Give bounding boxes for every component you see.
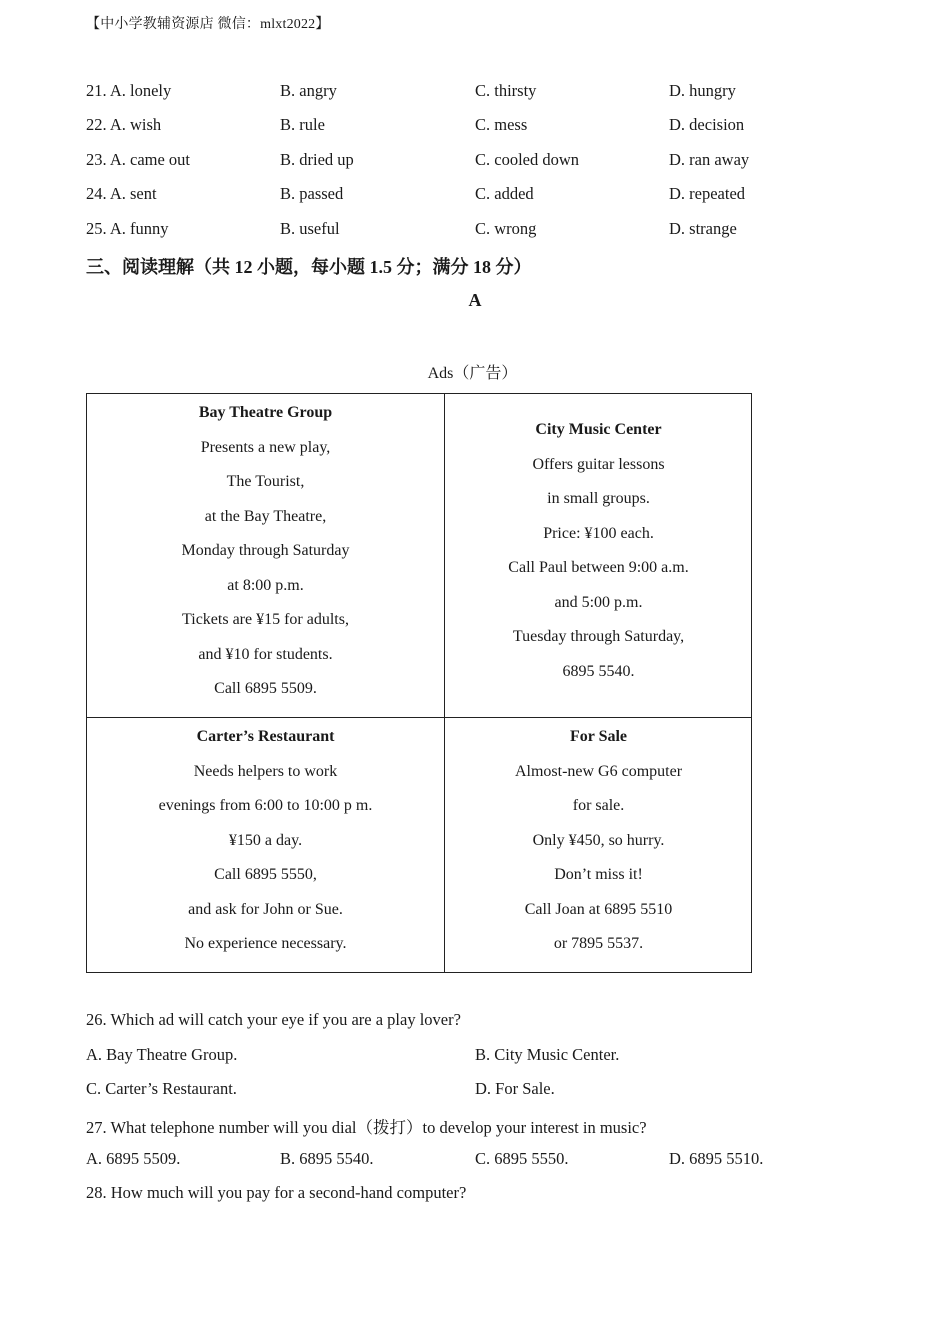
option-23-d: D. ran away (669, 150, 750, 169)
ad-line: Needs helpers to work (193, 762, 338, 780)
answer-27-a: A. 6895 5509. (86, 1149, 181, 1168)
option-22-d: D. decision (669, 115, 745, 134)
option-21-b: B. angry (280, 81, 337, 100)
ad-line: Only ¥450, so hurry. (532, 831, 665, 849)
option-21-c: C. thirsty (475, 81, 537, 100)
answer-26-b: B. City Music Center. (475, 1045, 620, 1064)
section-heading: 三、阅读理解（共 12 小题，每小题 1.5 分；满分 18 分） (86, 257, 532, 277)
option-24-b: B. passed (280, 184, 344, 203)
table-horizontal-divider (87, 717, 751, 718)
option-row-25 (86, 219, 866, 243)
answer-26-c: C. Carter’s Restaurant. (86, 1079, 237, 1098)
ad-line: Monday through Saturday (181, 542, 350, 559)
option-21-a: 21. A. lonely (86, 81, 172, 100)
ads-title: Ads（广告） (427, 365, 518, 382)
option-row-23 (86, 150, 866, 174)
option-25-b: B. useful (280, 219, 340, 238)
ad-line: or 7895 5537. (553, 935, 644, 952)
ad-line: at the Bay Theatre, (204, 507, 327, 525)
option-24-c: C. added (475, 184, 534, 203)
question-27: 27. What telephone number will you dial（拨打）to develop your interest in music? (86, 1118, 647, 1137)
ad-line: The Tourist, (226, 473, 305, 490)
ad-line: Call 6895 5509. (214, 680, 317, 697)
ad-line: evenings from 6:00 to 10:00 p m. (158, 797, 373, 814)
answer-26-d: D. For Sale. (475, 1079, 555, 1098)
option-25-d: D. strange (669, 219, 737, 238)
option-row-21 (86, 81, 866, 105)
ad-title: For Sale (569, 728, 628, 745)
ad-line: at 8:00 p.m. (227, 576, 304, 594)
ad-carters-restaurant (87, 720, 444, 962)
option-21-d: D. hungry (669, 81, 736, 100)
option-row-22 (86, 115, 866, 139)
question-28: 28. How much will you pay for a second-hand computer? (86, 1183, 467, 1202)
ad-line: 6895 5540. (562, 662, 635, 680)
ad-line: and ¥10 for students. (198, 645, 333, 663)
ad-line: Price: ¥100 each. (543, 524, 654, 542)
ad-line: and ask for John or Sue. (188, 900, 343, 918)
answer-row-26-cd (86, 1079, 866, 1103)
ad-line: Call Joan at 6895 5510 (524, 900, 673, 918)
answer-row-27 (86, 1149, 866, 1173)
option-row-24 (86, 184, 866, 208)
ad-line: No experience necessary. (184, 935, 347, 952)
option-22-c: C. mess (475, 115, 528, 134)
ads-table (86, 393, 752, 973)
ad-line: in small groups. (547, 490, 650, 507)
passage-letter: A (468, 290, 482, 310)
ad-line: Tickets are ¥15 for adults, (182, 611, 349, 628)
ad-line: ¥150 a day. (228, 831, 303, 849)
answer-27-c: C. 6895 5550. (475, 1149, 569, 1168)
option-23-c: C. cooled down (475, 150, 580, 169)
option-23-a: 23. A. came out (86, 150, 191, 169)
ad-line: Call Paul between 9:00 a.m. (508, 559, 689, 576)
option-25-c: C. wrong (475, 219, 537, 238)
option-22-a: 22. A. wish (86, 115, 162, 134)
option-25-a: 25. A. funny (86, 219, 169, 238)
option-23-b: B. dried up (280, 150, 354, 169)
ad-title: Carter’s Restaurant (196, 728, 335, 745)
option-24-d: D. repeated (669, 184, 746, 203)
answer-27-d: D. 6895 5510. (669, 1149, 764, 1168)
option-22-b: B. rule (280, 115, 325, 134)
ad-title: Bay Theatre Group (198, 404, 333, 421)
ad-line: Tuesday through Saturday, (512, 628, 685, 645)
answer-27-b: B. 6895 5540. (280, 1149, 374, 1168)
ad-line: Presents a new play, (200, 438, 331, 456)
ad-bay-theatre (87, 396, 444, 707)
ad-line: Don’t miss it! (554, 866, 643, 883)
ad-for-sale (445, 720, 752, 962)
ad-line: Offers guitar lessons (532, 455, 665, 473)
ad-city-music (445, 413, 752, 689)
question-26: 26. Which ad will catch your eye if you are a play lover? (86, 1010, 461, 1029)
ad-title: City Music Center (535, 421, 662, 438)
option-24-a: 24. A. sent (86, 184, 157, 203)
ad-line: Call 6895 5550, (214, 866, 317, 883)
answer-26-a: A. Bay Theatre Group. (86, 1045, 238, 1064)
ad-line: and 5:00 p.m. (554, 593, 643, 611)
ad-line: for sale. (572, 797, 625, 814)
header-watermark: 【中小学教辅资源店 微信：mlxt2022】 (86, 17, 330, 32)
answer-row-26-ab (86, 1045, 866, 1069)
ad-line: Almost-new G6 computer (514, 762, 683, 780)
